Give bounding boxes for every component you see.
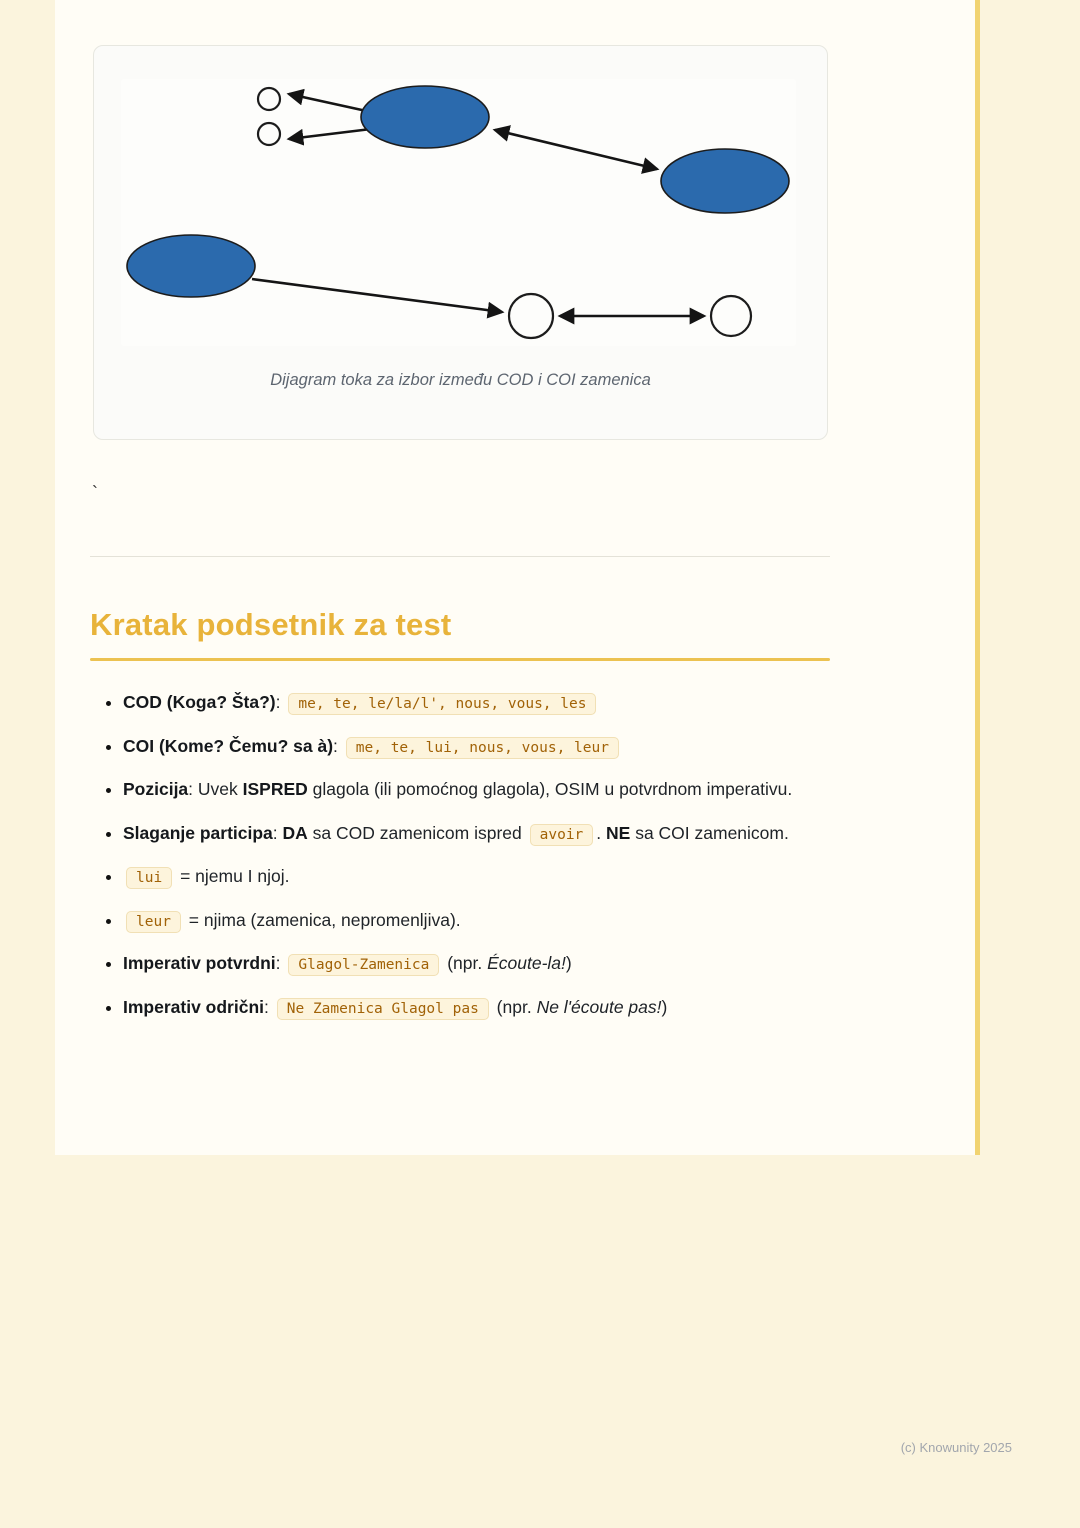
flow-diagram-svg: [121, 79, 796, 346]
list-item: [123, 686, 832, 719]
flow-diagram: [121, 79, 796, 346]
text-segment: ): [565, 953, 572, 974]
text-segment: ISPRED: [242, 779, 308, 800]
text-segment: (npr.: [491, 996, 537, 1017]
list-item: [123, 730, 832, 763]
title-underline: [90, 658, 830, 661]
stray-backtick-char: `: [92, 483, 98, 503]
inline-code-chip: leur: [126, 911, 181, 933]
small-node-circle: [258, 88, 280, 110]
large-node-circle: [509, 294, 553, 338]
small-node-circle: [258, 123, 280, 145]
text-segment: NE: [606, 822, 631, 843]
text-segment: :: [275, 953, 286, 974]
text-segment: = njima (zamenica, nepromenljiva).: [183, 909, 461, 930]
text-segment: sa COD zamenicom ispred: [307, 822, 527, 843]
text-segment: Pozicija: [123, 779, 189, 800]
text-segment: :: [333, 735, 343, 756]
list-item: [123, 817, 832, 850]
text-segment: = njemu I njoj.: [175, 866, 290, 887]
blue-node-ellipse: [361, 86, 489, 148]
list-item: [123, 991, 832, 1024]
inline-code-chip: me, te, lui, nous, vous, leur: [346, 737, 619, 759]
text-segment: Ne l'écoute pas!: [536, 996, 662, 1017]
inline-code-chip: Ne Zamenica Glagol pas: [277, 998, 489, 1020]
reminder-section: [90, 686, 832, 1034]
list-item: [123, 860, 832, 893]
text-segment: :: [272, 822, 283, 843]
text-segment: ): [661, 996, 668, 1017]
text-segment: Slaganje participa: [123, 822, 273, 843]
page-title: Kratak podsetnik za test: [90, 607, 452, 642]
footer-copyright: (c) Knowunity 2025: [900, 1440, 1012, 1455]
diagram-card: [93, 45, 828, 440]
text-segment: :: [264, 996, 274, 1017]
text-segment: COI (Kome? Čemu? sa à): [123, 735, 334, 756]
large-node-circle: [711, 296, 751, 336]
diagram-caption: Dijagram toka za izbor između COD i COI zamenica: [270, 371, 651, 389]
text-segment: sa COI zamenicom.: [630, 822, 789, 843]
text-segment: : Uvek: [188, 779, 243, 800]
inline-code-chip: me, te, le/la/l', nous, vous, les: [288, 693, 596, 715]
text-segment: glagola (ili pomoćnog glagola), OSIM u potvrdnom imperativu.: [307, 779, 793, 800]
right-accent-bar: [975, 0, 980, 1155]
inline-code-chip: Glagol-Zamenica: [288, 954, 439, 976]
list-item: [123, 904, 832, 937]
text-segment: Imperativ potvrdni: [123, 953, 276, 974]
section-divider: [90, 556, 830, 557]
text-segment: .: [596, 822, 607, 843]
text-segment: :: [275, 692, 286, 712]
reminder-list: [90, 686, 832, 1023]
text-segment: COD (Koga? Šta?): [123, 692, 276, 712]
inline-code-chip: lui: [126, 867, 172, 889]
text-segment: Écoute-la!: [487, 953, 566, 974]
text-segment: DA: [282, 822, 308, 843]
text-segment: (npr.: [442, 953, 488, 974]
list-item: [123, 773, 832, 806]
list-item: [123, 947, 832, 980]
blue-node-ellipse: [127, 235, 255, 297]
inline-code-chip: avoir: [530, 824, 594, 846]
text-segment: Imperativ odrični: [123, 996, 265, 1017]
blue-node-ellipse: [661, 149, 789, 213]
